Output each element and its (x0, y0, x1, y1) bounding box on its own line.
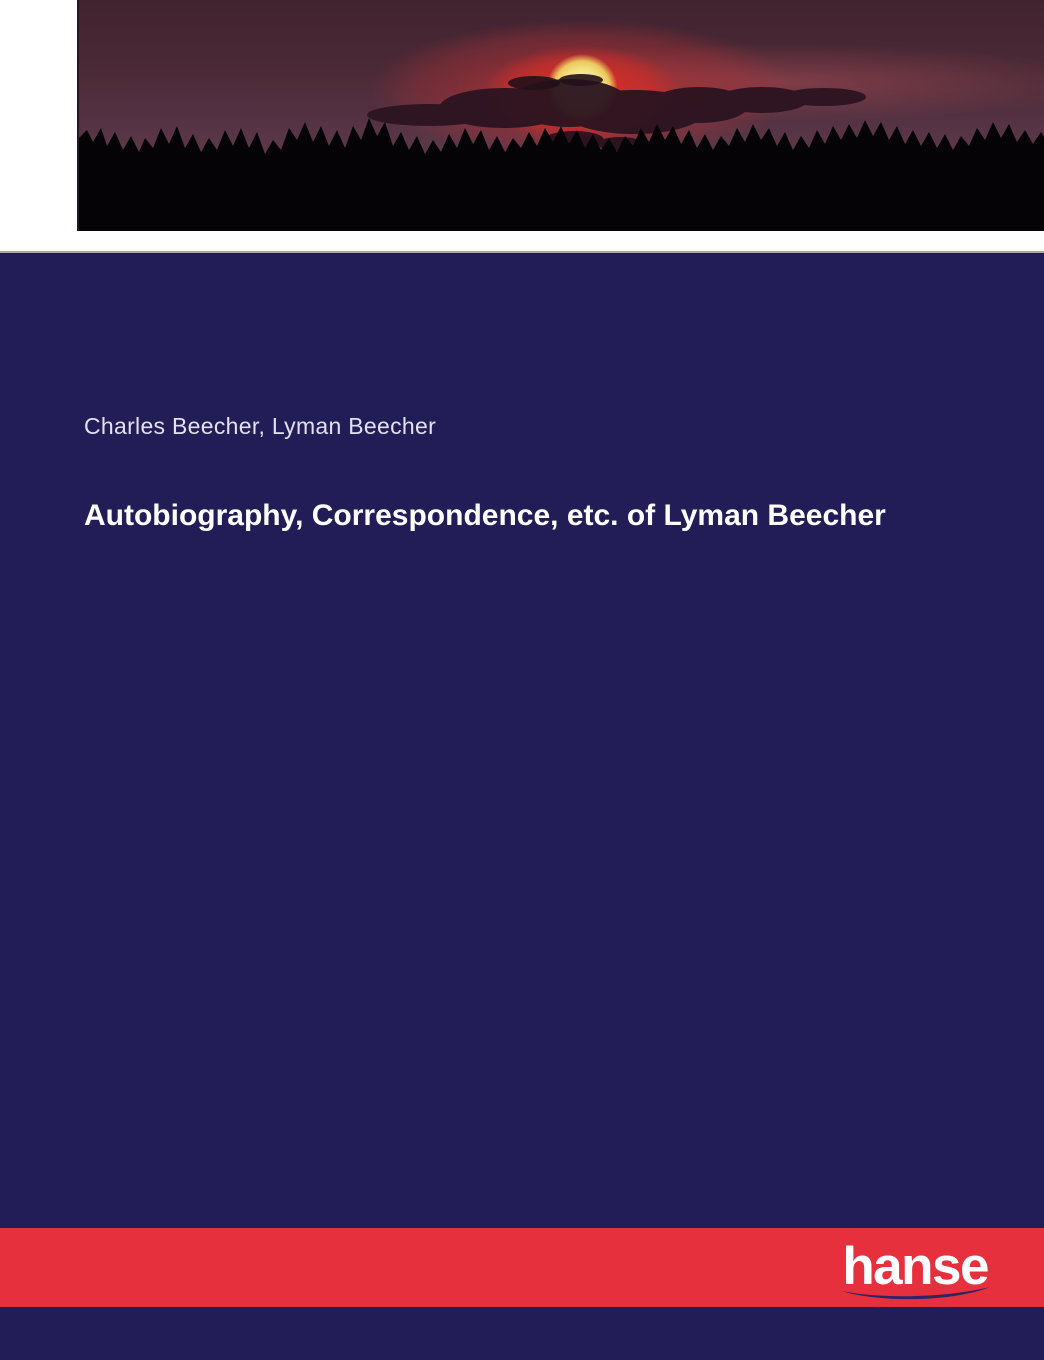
tree-silhouette (79, 0, 1044, 231)
logo-swoosh-icon (840, 1283, 992, 1303)
page-margin-band (0, 231, 1044, 251)
book-title: Autobiography, Correspondence, etc. of Lyman Beecher (84, 499, 886, 532)
cover-photo (77, 0, 1044, 231)
author-line: Charles Beecher, Lyman Beecher (84, 413, 437, 439)
publisher-logo: hanse (842, 1237, 988, 1296)
